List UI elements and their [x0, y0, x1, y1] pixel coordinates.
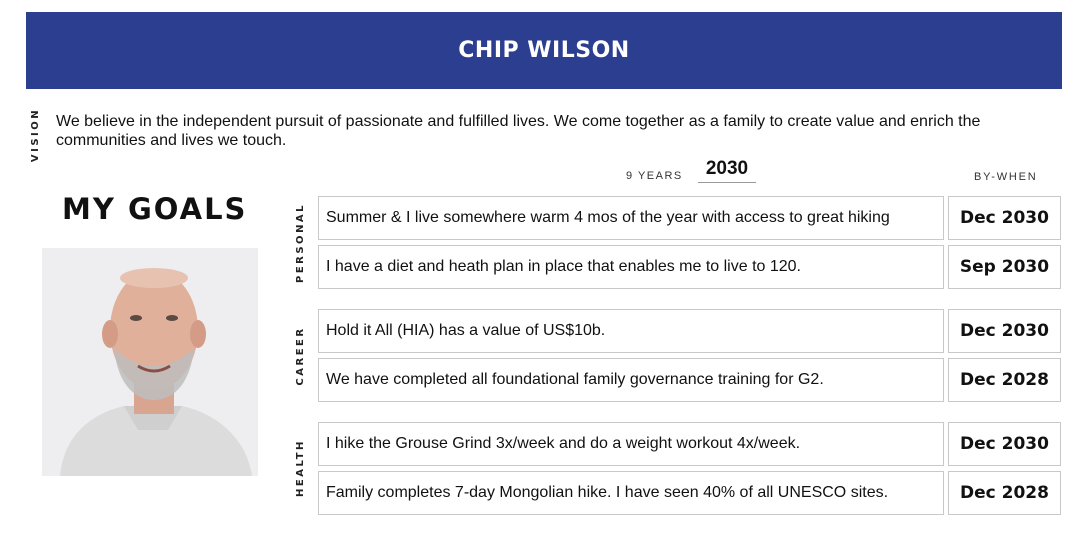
category-label-career: CAREER [295, 326, 306, 386]
category-label-personal: PERSONAL [295, 202, 306, 283]
goal-date: Sep 2030 [948, 245, 1061, 289]
vision-label: VISION [30, 107, 41, 163]
goal-date: Dec 2028 [948, 471, 1061, 515]
bywhen-label: BY-WHEN [974, 171, 1038, 183]
goal-text: We have completed all foundational family governance training for G2. [318, 358, 944, 402]
target-year: 2030 [698, 158, 756, 183]
page-title: CHIP WILSON [458, 38, 630, 63]
goal-text: I hike the Grouse Grind 3x/week and do a weight workout 4x/week. [318, 422, 944, 466]
header-banner [26, 12, 1062, 89]
vision-statement: We believe in the independent pursuit of passionate and fulfilled lives. We come together as a family to create value and enrich the communities and lives we touch. [56, 113, 981, 149]
goal-text: Hold it All (HIA) has a value of US$10b. [318, 309, 944, 353]
goal-date: Dec 2030 [948, 196, 1061, 240]
goals-heading: MY GOALS [62, 192, 248, 226]
goal-text: Family completes 7-day Mongolian hike. I have seen 40% of all UNESCO sites. [318, 471, 944, 515]
years-label: 9 YEARS [626, 170, 683, 182]
profile-photo [42, 248, 258, 476]
goal-text: I have a diet and heath plan in place that enables me to live to 120. [318, 245, 944, 289]
category-label-health: HEALTH [295, 439, 306, 497]
goal-text: Summer & I live somewhere warm 4 mos of the year with access to great hiking [318, 196, 944, 240]
goal-date: Dec 2028 [948, 358, 1061, 402]
portrait-illustration [42, 248, 258, 476]
goal-date: Dec 2030 [948, 309, 1061, 353]
goal-date: Dec 2030 [948, 422, 1061, 466]
